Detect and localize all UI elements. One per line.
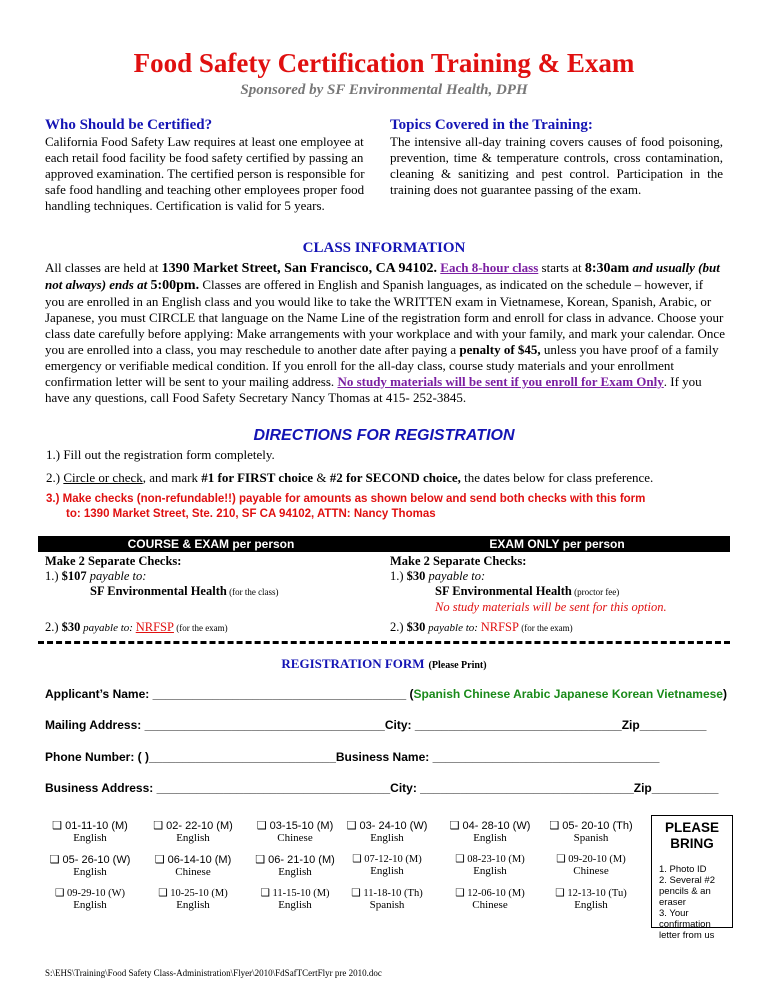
class-info-text-4: Classes are offered in English and Spanish languages, as indicated on the schedule – however, if you are enrolled in an English class and you would like to take the WRITTEN exam in Vietnamese, Korean, Spanish, Arabic, or Japanese, you must CIRCLE that language on the Name Line of the registration form and enroll for class in advance. Choose your class date carefully before applying: Make arrangements with your workplace and with your family, and mark your calendar. Once you are enrolled into a class, you may reschedule to another date after paying a [45,277,725,357]
exam-check1-payable: payable to: [425,569,486,583]
step2-first-choice: #1 for FIRST choice [201,470,314,485]
exam-only-make: Make 2 Separate Checks: [390,554,527,568]
class-info-text-2: starts at [538,260,585,275]
class-date-text: 11-18-10 (Th) [363,888,423,899]
cut-line [38,641,730,644]
class-date-option[interactable] [440,819,540,844]
class-date-text: 09-20-10 (M) [568,854,626,865]
step2-text-c: the dates below for class preference. [460,470,654,485]
checkbox-icon[interactable]: ❑ [52,820,66,832]
class-language: English [73,866,107,878]
page-title: Food Safety Certification Training & Exam [133,48,635,78]
course-check1-payee: SF Environmental Health [90,584,227,598]
class-language: Chinese [472,899,508,911]
class-date[interactable] [245,853,345,866]
class-date-text: 06-14-10 (M) [167,854,232,866]
exam-check2-payable: payable to: [425,622,481,634]
registration-form-heading [0,655,768,673]
class-date-text: 05- 26-10 (W) [62,854,131,866]
class-date[interactable] [40,819,140,832]
class-language: Spanish [573,832,609,844]
reg-heading-note: (Please Print) [428,660,487,671]
class-date-option[interactable] [143,853,243,878]
class-date-option[interactable] [541,887,641,911]
exam-check1-payee: SF Environmental Health [435,584,572,598]
checkbox-icon[interactable]: ❑ [555,888,568,899]
direction-step-2 [46,470,653,486]
step3-line-1: 3.) Make checks (non-refundable!!) payable for amounts as shown below and send both checks with this form [46,493,646,505]
class-language: English [176,899,210,911]
class-language: Chinese [573,865,609,877]
class-date-option[interactable] [245,887,345,911]
exam-check1-amount: $30 [406,569,426,583]
class-language: English [176,832,210,844]
exam-only-bar: EXAM ONLY per person [384,536,730,552]
direction-step-3 [46,492,736,522]
class-date-text: 08-23-10 (M) [467,854,525,865]
applicant-name-line[interactable] [45,687,735,701]
no-materials-notice: No study materials will be sent if you enroll for Exam Only [337,374,664,389]
course-check1-note: (for the class) [226,587,279,597]
course-exam-checks [45,554,375,636]
class-date[interactable] [40,853,140,866]
class-start-time: 8:30am [584,261,630,276]
class-date-option[interactable] [541,853,641,877]
exam-check2-num: 2.) [390,620,407,634]
class-date-text: 03- 24-10 (W) [359,820,428,832]
class-date-text: 09-29-10 (W) [67,888,126,899]
course-check2-payee: NRFSP [135,620,174,634]
step2-text-a: , and mark [142,470,202,485]
class-date[interactable] [440,887,540,899]
class-info-text-1: All classes are held at [45,260,162,275]
class-language: English [278,899,312,911]
class-date-text: 05- 20-10 (Th) [562,820,633,832]
class-language: English [73,832,107,844]
class-language: English [73,899,107,911]
topics-text: The intensive all-day training covers causes of food poisoning, prevention, time & temperature controls, cross contamination, cleaning & sanitizing and pest control. Participation in the training does not guarantee passing of the exam. [390,134,723,197]
class-end-time: 5:00pm. [150,278,200,293]
class-date-option[interactable] [337,853,437,877]
checkbox-icon[interactable]: ❑ [549,820,563,832]
exam-check2-note: (for the exam) [518,623,573,633]
language-options[interactable]: Spanish Chinese Arabic Japanese Korean Vietnamese [413,687,723,701]
please-bring-heading-2: BRING [670,836,714,851]
topics-section [390,117,723,198]
please-bring-heading-1: PLEASE [664,820,719,835]
class-info-text-3: and usually (but not always) ends at [45,260,720,292]
who-text: California Food Safety Law requires at least one employee at each retail food facility be food safety certified by passing an approved examination. The certified person is responsible for safe food handling and teaching other employees proper food handling techniques. Certification is valid for 5 years. [45,134,365,213]
class-info-heading: CLASS INFORMATION [302,240,466,256]
class-info-text-5: unless you have proof of a family emergency or verifiable medical condition. If you enroll for the all-day class, course study materials and your enrollment confirmation letter will be sent to your mailing address. [45,342,719,389]
step2-number: 2.) [46,470,64,485]
please-bring-box [651,815,733,941]
step2-second-choice: #2 for SECOND choice, [329,470,461,485]
checkbox-icon[interactable]: ❑ [255,854,269,866]
class-language: Chinese [175,866,211,878]
class-language: English [473,865,507,877]
checkbox-icon[interactable]: ❑ [352,854,365,865]
checkbox-icon[interactable]: ❑ [351,888,364,899]
exam-check2-payee: NRFSP [480,620,519,634]
class-date[interactable] [245,887,345,899]
page-subtitle: Sponsored by SF Environmental Health, DPH [240,82,528,98]
applicant-name-close: ) [722,687,727,701]
course-exam-bar: COURSE & EXAM per person [38,536,384,552]
mailing-address-line[interactable]: Mailing Address: ____________________________________City: _______________________________Zip__________ [45,718,707,732]
course-check1-payable: payable to: [86,569,147,583]
checkbox-icon[interactable]: ❑ [153,820,167,832]
class-date-option[interactable] [40,819,140,844]
class-date-option[interactable] [143,819,243,844]
class-date[interactable] [143,887,243,899]
class-address: 1390 Market Street, San Francisco, CA 94102. [161,261,438,276]
class-date-text: 01-11-10 (M) [65,820,128,832]
course-check1-num: 1.) [45,569,62,583]
checkbox-icon[interactable]: ❑ [455,888,468,899]
course-check1-amount: $107 [61,569,87,583]
phone-business-line[interactable]: Phone Number: ( )____________________________Business Name: __________________________________ [45,750,660,764]
exam-check2-amount: $30 [406,620,426,634]
course-check2-amount: $30 [61,620,81,634]
checkbox-icon[interactable]: ❑ [260,888,273,899]
checkbox-icon[interactable]: ❑ [256,820,270,832]
class-info-text-6: . If you have any questions, call Food Safety Secretary Nancy Thomas at 415- 252-3845. [45,374,702,405]
class-date-option[interactable] [245,819,345,844]
applicant-name-label: Applicant’s Name: ______________________________________ ( [45,687,414,701]
class-date-option[interactable] [40,887,140,911]
checkbox-icon[interactable]: ❑ [556,854,569,865]
class-date[interactable] [337,853,437,865]
class-date-option[interactable] [245,853,345,878]
file-path-footer: S:\EHS\Training\Food Safety Class-Administration\Flyer\2010\FdSafTCertFlyr pre 2010.doc [45,968,382,978]
class-language: English [370,865,404,877]
class-length-link[interactable]: Each 8-hour class [440,260,539,275]
class-date-text: 06- 21-10 (M) [268,854,335,866]
exam-check1-note: (proctor fee) [571,587,620,597]
class-date[interactable] [40,887,140,899]
class-date-text: 04- 28-10 (W) [462,820,531,832]
who-section [45,117,380,214]
class-date-text: 03-15-10 (M) [269,820,334,832]
class-date[interactable] [337,887,437,899]
class-date-option[interactable] [143,887,243,911]
step2-circle-check: Circle or check [63,470,143,485]
class-language: English [473,832,507,844]
class-date-text: 07-12-10 (M) [364,854,422,865]
class-date-option[interactable] [337,819,437,844]
class-date-option[interactable] [337,887,437,911]
class-language: English [370,832,404,844]
who-heading: Who Should be Certified? [45,117,213,133]
checkbox-icon[interactable]: ❑ [346,820,360,832]
checkbox-icon[interactable]: ❑ [154,854,168,866]
checkbox-icon[interactable]: ❑ [455,854,468,865]
class-date[interactable] [245,819,345,832]
direction-step-1: 1.) Fill out the registration form completely. [46,447,275,462]
class-date-text: 11-15-10 (M) [272,888,330,899]
class-language: English [574,899,608,911]
exam-only-checks [390,554,730,636]
class-info-text [45,260,725,406]
class-date-option[interactable] [541,819,641,844]
class-date-option[interactable] [40,853,140,878]
class-date-text: 10-25-10 (M) [170,888,228,899]
checkbox-icon[interactable]: ❑ [449,820,463,832]
class-date[interactable] [541,887,641,899]
class-language: English [278,866,312,878]
course-check2-num: 2.) [45,620,62,634]
step3-line-2: to: 1390 Market Street, Ste. 210, SF CA 94102, ATTN: Nancy Thomas [66,508,436,520]
class-date[interactable] [143,853,243,866]
class-date[interactable] [440,819,540,832]
course-exam-make: Make 2 Separate Checks: [45,554,182,568]
penalty-text: penalty of $45, [459,342,541,357]
class-date[interactable] [143,819,243,832]
class-language: Spanish [369,899,405,911]
class-date-option[interactable] [440,887,540,911]
reg-heading-text: REGISTRATION FORM [281,656,425,671]
checkbox-icon[interactable]: ❑ [49,854,63,866]
class-date-option[interactable] [440,853,540,877]
class-date[interactable] [440,853,540,865]
checkbox-icon[interactable]: ❑ [54,888,67,899]
class-language: Chinese [277,832,313,844]
checkbox-icon[interactable]: ❑ [158,888,171,899]
business-address-line[interactable]: Business Address: ___________________________________City: ________________________________Zip__________ [45,781,719,795]
directions-heading: DIRECTIONS FOR REGISTRATION [253,427,515,444]
class-date-text: 02- 22-10 (M) [166,820,233,832]
class-date[interactable] [541,819,641,832]
exam-check1-num: 1.) [390,569,407,583]
course-check2-note: (for the exam) [173,623,228,633]
topics-heading: Topics Covered in the Training: [390,117,593,133]
step2-text-b: & [313,470,330,485]
class-date-text: 12-13-10 (Tu) [567,888,627,899]
class-date-text: 12-06-10 (M) [467,888,525,899]
class-date[interactable] [337,819,437,832]
class-date[interactable] [541,853,641,865]
exam-only-warning: No study materials will be sent for this option. [435,600,667,614]
please-bring-items: 1. Photo ID 2. Several #2 pencils & an eraser 3. Your confirmation letter from us [659,864,715,941]
course-check2-payable: payable to: [80,622,136,634]
